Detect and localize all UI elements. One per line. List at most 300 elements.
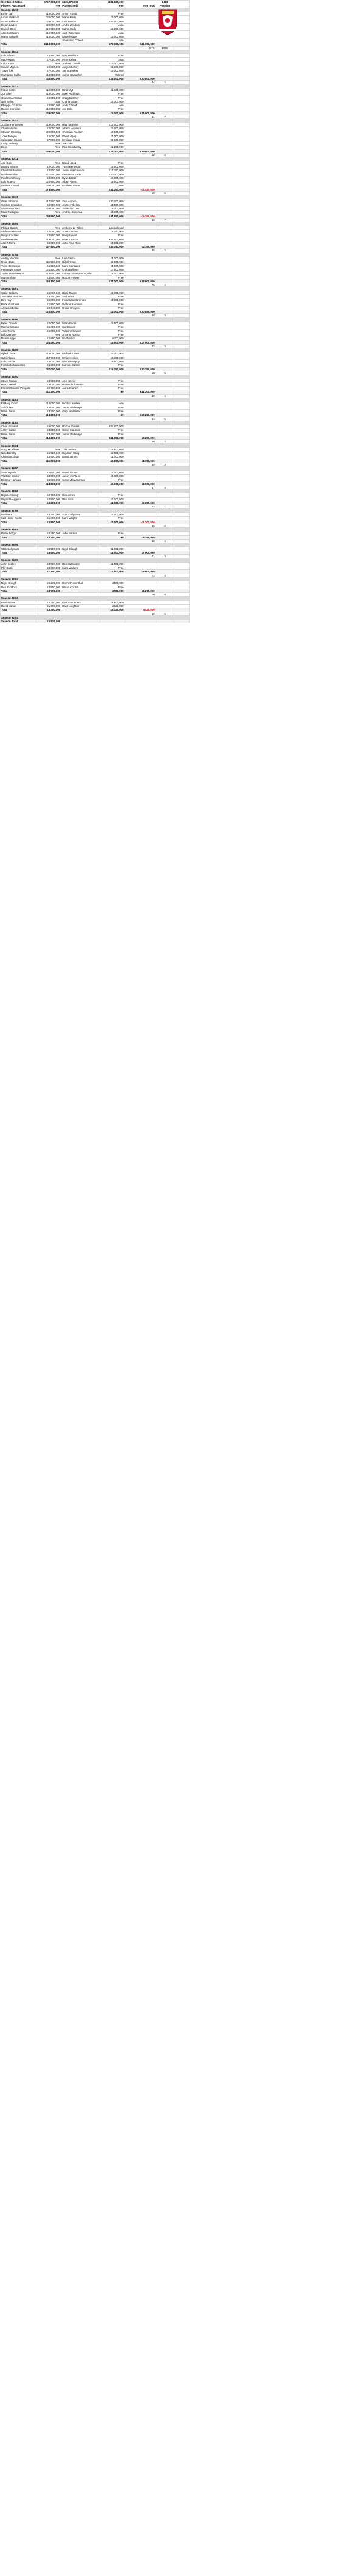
spreadsheet [0, 0, 356, 623]
cell: Alberto Aquilani [1, 207, 36, 211]
cell: £7,000,000 [100, 520, 125, 524]
cell: Season 04/05 [1, 348, 36, 352]
cell: Season 98/99 [1, 490, 36, 493]
cell: Season 03/04 [1, 375, 36, 379]
cell: -£5,150,000 [125, 214, 156, 218]
cell: Salif Diao [61, 294, 100, 298]
cell: £7,000,000 [100, 512, 125, 516]
cell: £2,600,000 [36, 470, 61, 474]
cell: £8,900,000 [125, 482, 156, 486]
cell: Ray Houghton [61, 604, 100, 608]
cell: £16,000,000 [36, 35, 61, 38]
cell: Free [100, 329, 125, 333]
cell: £6,000,000 [36, 452, 61, 455]
cell: Loan [100, 58, 125, 61]
cell: £44,650,000 [100, 214, 125, 218]
cell: Loan [100, 141, 125, 145]
cell: Iago Aspas [1, 58, 36, 61]
cell: Gary McAllister [1, 447, 36, 451]
cell: 4 [156, 539, 174, 543]
cell: John Arne Riise [61, 241, 100, 245]
cell: Milan Baros [1, 409, 36, 413]
cell: Free [100, 386, 125, 390]
cell: £3,250,000 [36, 532, 61, 535]
cell: 60 [125, 394, 156, 398]
cell: Fernando Morientes [1, 364, 36, 367]
cell: £400,000 [100, 337, 125, 341]
cell: Peter Crouch [61, 237, 100, 241]
cell: Season 95/96 [1, 543, 36, 547]
cell: Free [100, 493, 125, 497]
cell: 84 [125, 81, 156, 84]
cell: 52 [125, 153, 156, 157]
cell: Anthony Le Tallec [61, 226, 100, 229]
cell: Retired [100, 73, 125, 76]
cell: Jack Robinson [61, 31, 100, 35]
cell: Net Total [125, 4, 156, 8]
cell: Bolo Zenden [1, 333, 36, 336]
cell: £2,000,000 [36, 96, 61, 100]
cell: Jamie Redknapp [61, 405, 100, 409]
cell: £2,000,000 [100, 16, 125, 19]
cell: El Hadji Diouf [1, 402, 36, 405]
cell: £29,800,000 [125, 149, 156, 153]
cell: £3,000,000 [100, 211, 125, 214]
cell: £2,600,000 [100, 447, 125, 451]
cell: £11,000,000 [100, 237, 125, 241]
cell: Rigobert Song [61, 452, 100, 455]
cell: 63 [125, 218, 156, 222]
cell: 71 [125, 555, 156, 558]
cell: £4,850,000 [36, 429, 61, 432]
cell: £5,000,000 [36, 405, 61, 409]
cell: £5,600,000 [125, 570, 156, 574]
cell: £2,000,000 [100, 138, 125, 141]
cell: £17,500,000 [36, 199, 61, 203]
cell: £48,800,000 [36, 76, 61, 80]
cell: PTS [125, 46, 156, 50]
cell: Emiliano Insua [61, 184, 100, 188]
cell: David James [1, 604, 36, 608]
cell: £6,700,000 [36, 294, 61, 298]
cell: £2,500,000 [100, 452, 125, 455]
cell: £25,840,000 [36, 310, 61, 314]
cell: Free [36, 226, 61, 229]
cell: Patrik Berger [1, 532, 36, 535]
cell: £3,250,000 [125, 535, 156, 539]
cell: Fernando Torres [61, 172, 100, 176]
cell: £6,250,000 [100, 356, 125, 359]
cell: Andrew Carroll [61, 61, 100, 65]
cell: £6,200,000 [36, 501, 61, 504]
cell: 6 [156, 191, 174, 195]
cell: Raul Meireles [1, 172, 36, 176]
cell: £1,000,000 [100, 501, 125, 504]
cell [125, 620, 156, 623]
cell: £2,000,000 [100, 130, 125, 134]
cell: Chris Kirkland [1, 424, 36, 428]
cell: £4,775,000 [36, 589, 61, 592]
cell: Rob Jones [61, 493, 100, 497]
cell: Paul Stewart [1, 600, 36, 604]
cell: £10,000,000 [36, 88, 61, 92]
cell: £41,000,000 [125, 42, 156, 46]
cell: £3,000,000 [100, 207, 125, 211]
cell: £28,000,000 [100, 76, 125, 80]
cell: £1,500,000 [100, 547, 125, 551]
cell: £6,000,000 [36, 329, 61, 333]
cell: Nuri Sahin [1, 100, 36, 103]
cell: 58 [125, 191, 156, 195]
cell: £7,500,000 [100, 268, 125, 271]
cell: £3,500,000 [100, 180, 125, 183]
cell: Loan [100, 38, 125, 42]
cell: Albert Riera [61, 180, 100, 183]
cell: 80 [125, 440, 156, 444]
cell: £18,200,000 [125, 413, 156, 417]
cell: Free [100, 429, 125, 432]
cell: John Scales [1, 562, 36, 566]
cell: Season 06/07 [1, 287, 36, 291]
cell: Istvan Kozma [61, 585, 100, 589]
cell: £12,000,000 [100, 123, 125, 126]
cell: Sebastian Coates [1, 138, 36, 141]
cell: £1,600,000 [36, 517, 61, 520]
cell: Dean Saunders [61, 600, 100, 604]
cell: £2,000,000 [36, 203, 61, 206]
cell: Free [100, 532, 125, 535]
cell: £3,250,000 [125, 436, 156, 439]
cell: Scott Carson [61, 229, 100, 233]
cell: 54 [125, 505, 156, 509]
cell: Mark Gonzalez [1, 302, 36, 306]
cell: Free [100, 478, 125, 482]
cell: £5,575,000 [36, 620, 61, 623]
cell: Dietmar Hamann [1, 478, 36, 482]
cell: Season 14/15 [1, 8, 36, 12]
cell: Pepe Reina [61, 58, 100, 61]
cell: £3,600,000 [36, 566, 61, 569]
cell: Nigel Clough [1, 581, 36, 585]
cell: £4,000,000 [100, 474, 125, 478]
cell: Free [100, 294, 125, 298]
cell: £14,000,000 [36, 352, 61, 356]
cell: Season Total [1, 620, 36, 623]
cell: 4 [156, 394, 174, 398]
cell: Florent Sinama-Pongolle [1, 386, 36, 390]
cell: £5,000,000 [36, 382, 61, 386]
cell: £20,000,000 [36, 16, 61, 19]
cell: £3,000,000 [100, 299, 125, 302]
cell: Kolo Toure [1, 61, 36, 65]
cell: Stewart Downing [1, 130, 36, 134]
cell: Nigel Clough [61, 547, 100, 551]
cell: John Barnes [61, 532, 100, 535]
cell: Andrea Dossena [61, 211, 100, 214]
cell: Andrea Dossena [1, 229, 36, 233]
cell: £1,000,000 [36, 604, 61, 608]
cell: £7,000,000 [36, 58, 61, 61]
cell: £3,500,000 [100, 203, 125, 206]
cell: Season 10/11 [1, 157, 36, 161]
cell: Fee [100, 4, 125, 8]
cell: 3 [156, 463, 174, 466]
cell: Antonio Nunez [61, 333, 100, 336]
cell: Total [1, 279, 36, 283]
cell: £5,000,000 [100, 310, 125, 314]
cell: Total [1, 76, 36, 80]
cell: Dietmar Hamann [61, 302, 100, 306]
cell: £4,200,000 [36, 512, 61, 516]
cell: Djibril Cisse [1, 352, 36, 356]
cell: Philipp Degen [1, 226, 36, 229]
cell: Andre Wisdom [61, 23, 100, 27]
cell: Loan [100, 23, 125, 27]
cell: £1,500,000 [100, 562, 125, 566]
cell: 3 [156, 314, 174, 317]
cell: Xabi Alonso [1, 356, 36, 359]
cell: £4,000,000 [100, 241, 125, 245]
cell: Dirk Kuyt [61, 88, 100, 92]
cell: Javier Mascherano [61, 169, 100, 172]
cell: Loan [100, 184, 125, 188]
cell: Neil Mellor [61, 337, 100, 341]
cell: £84,250,000 [100, 188, 125, 191]
cell: Steve Finnan [1, 379, 36, 382]
cell: Craig Bellamy [1, 141, 36, 145]
cell: £6,300,000 [36, 364, 61, 367]
cell: Vladimir Smicer [61, 329, 100, 333]
cell: £4,000,000 [36, 176, 61, 180]
cell: £3,500,000 [36, 562, 61, 566]
cell: Free [100, 517, 125, 520]
cell: Total [1, 570, 36, 574]
cell: Rigobert Song [1, 493, 36, 497]
cell: Fee [36, 4, 61, 8]
cell: Jose Reina [1, 329, 36, 333]
cell: £35,000,000 [36, 184, 61, 188]
cell: £5,500,000 [36, 455, 61, 459]
cell: £6,000,000 [100, 176, 125, 180]
cell: £1,500,000 [36, 302, 61, 306]
cell: Michael Owen [61, 352, 100, 356]
cell: 61 [125, 115, 156, 118]
cell: Season 97/98 [1, 509, 36, 512]
cell: Total [1, 520, 36, 524]
cell: Season 92/93 [1, 615, 36, 619]
cell: Mark Gonzalez [61, 264, 100, 268]
cell: £6,800,000 [36, 54, 61, 58]
cell: Ryan Babel [1, 260, 36, 264]
cell: £0 [100, 413, 125, 417]
cell: £20,800,000 [125, 76, 156, 80]
cell: Loan [36, 100, 61, 103]
cell: Daniel Agger [1, 337, 36, 341]
cell: Free [36, 61, 61, 65]
cell: 69 [125, 463, 156, 466]
cell: 5 [156, 371, 174, 375]
cell: £15,000,000 [100, 61, 125, 65]
cell: Doni [1, 146, 36, 149]
cell: £11,500,000 [36, 459, 61, 463]
cell: £18,000,000 [36, 73, 61, 76]
cell: £14,600,000 [36, 482, 61, 486]
cell: 74 [125, 574, 156, 577]
footer-total-row [1, 620, 190, 623]
cell: Total [1, 501, 36, 504]
cell: Position [156, 4, 174, 8]
cell: £8,500,000 [36, 551, 61, 554]
cell: 3 [156, 524, 174, 527]
cell: Phil Babb [1, 566, 36, 569]
cell: Total [1, 111, 36, 115]
cell: Players Purchased [1, 4, 36, 8]
cell: 76 [125, 283, 156, 286]
cell: £767,300,000 [36, 1, 61, 4]
cell: Andy Carroll [61, 104, 100, 107]
cell: Free [100, 54, 125, 58]
cell: Free [36, 211, 61, 214]
cell: Divock Origi [1, 27, 36, 31]
cell [174, 620, 190, 623]
cell: Gary McAllister [61, 409, 100, 413]
cell [100, 620, 125, 623]
cell: Adam Lallana [1, 19, 36, 23]
cell: Steve McManaman [61, 478, 100, 482]
cell: £10,700,000 [36, 356, 61, 359]
cell: Jerzy Dudek [1, 429, 36, 432]
cell: Robbie Fowler [61, 276, 100, 279]
cell: Loan [100, 104, 125, 107]
cell: £7,000,000 [36, 126, 61, 130]
cell: Yossi Benayoun [1, 264, 36, 268]
cell: Oussama Assaidi [1, 96, 36, 100]
cell: POS [156, 46, 174, 50]
cell: £22,800,000 [36, 180, 61, 183]
cell: Free [100, 302, 125, 306]
cell: Sebastian Leto [61, 207, 100, 211]
cell: Albert Riera [1, 241, 36, 245]
cell: £65,000,000 [100, 19, 125, 23]
cell: Jay Spearing [61, 69, 100, 73]
cell: £500,000 [100, 581, 125, 585]
cell: Total [1, 413, 36, 417]
cell: Danny Wilson [61, 54, 100, 58]
cell: £7,000,000 [36, 321, 61, 325]
cell: £8,000,000 [36, 241, 61, 245]
cell: Total [1, 459, 36, 463]
cell: Nicolas Anelka [61, 402, 100, 405]
cell: Season 08/09 [1, 222, 36, 226]
cell: Vladimir Smicer [1, 474, 36, 478]
cell: 4 [156, 486, 174, 489]
cell: Sotirios Kyrgiakos [1, 203, 36, 206]
cell: Milan Baros [1, 432, 36, 436]
cell: Total [1, 589, 36, 592]
cell: 7 [156, 505, 174, 509]
cell: Daniel Agger [61, 35, 100, 38]
cell: Don Hutchison [61, 562, 100, 566]
cell: Season 05/06 [1, 317, 36, 321]
cell: Fernando Morientes [61, 299, 100, 302]
cell: Joe Cole [61, 141, 100, 145]
cell: 4 [156, 283, 174, 286]
cell: £14,250,000 [36, 436, 61, 439]
cell: Total [1, 608, 36, 612]
cell: £11,500,000 [36, 172, 61, 176]
cell: Mark Wright [61, 517, 100, 520]
cell: £2,000,000 [100, 69, 125, 73]
cell: Djimi Traore [61, 291, 100, 294]
cell: Total [1, 188, 36, 191]
cell: Bruno Cheyrou [61, 306, 100, 310]
cell: Christian Ziege [1, 455, 36, 459]
cell: Alvaro Arbeloa [61, 203, 100, 206]
cell: £3,250,000 [36, 535, 61, 539]
cell: £26,500,000 [36, 268, 61, 271]
cell: £11,000,000 [100, 424, 125, 428]
cell: Xabi Alonso [61, 199, 100, 203]
cell: Nick Barmby [1, 452, 36, 455]
cell: Craig Bellamy [61, 96, 100, 100]
cell: Season 12/13 [1, 84, 36, 88]
cell: 5 [156, 417, 174, 421]
cell: Abel Xavier [61, 379, 100, 382]
cell: 58 [125, 371, 156, 375]
cell: Milan Baros [61, 321, 100, 325]
cell: Alberto Moreno [1, 31, 36, 35]
cell: Ronny Rosenthal [61, 581, 100, 585]
cell: Season 94/95 [1, 558, 36, 562]
cell: £1,700,000 [100, 455, 125, 459]
cell: Free [100, 333, 125, 336]
cell: Andriy Voronin [1, 256, 36, 260]
cell: £49,000,000 [36, 111, 61, 115]
cell: Emre Can [1, 12, 36, 15]
cell: £4,000,000 [36, 474, 61, 478]
cell: 7 [156, 115, 174, 118]
cell: £8,000,000 [100, 352, 125, 356]
liverpool-crest-icon [157, 8, 179, 35]
cell: Sami Hyypia [1, 470, 36, 474]
cell: £6,000,000 [36, 424, 61, 428]
cell: Joe Allen [1, 92, 36, 96]
cell: Joe Cole [1, 161, 36, 164]
cell: £8,000,000 [36, 478, 61, 482]
cell: £5,000,000 [100, 126, 125, 130]
cell: £5,800,000 [36, 520, 61, 524]
cell: £24,200,000 [100, 279, 125, 283]
cell: £331,825,000 [100, 1, 125, 4]
cell: £17,500,000 [125, 341, 156, 344]
cell: £6,900,000 [100, 341, 125, 344]
cell: £8,500,000 [36, 104, 61, 107]
cell: 1420 [156, 1, 174, 4]
cell: Total [1, 42, 36, 46]
cell: £11,200,000 [125, 390, 156, 394]
cell: Charlie Adam [61, 100, 100, 103]
cell: £19,000,000 [36, 237, 61, 241]
cell: 8 [156, 153, 174, 157]
cell: £2,700,000 [100, 272, 125, 276]
cell: Free [100, 409, 125, 413]
cell: £0 [100, 390, 125, 394]
cell: £2,275,000 [36, 581, 61, 585]
cell: Maxi Rodriguez [1, 211, 36, 214]
cell: £2,500,000 [36, 585, 61, 589]
cell: £435,475,000 [61, 1, 100, 4]
cell: £7,000,000 [36, 69, 61, 73]
